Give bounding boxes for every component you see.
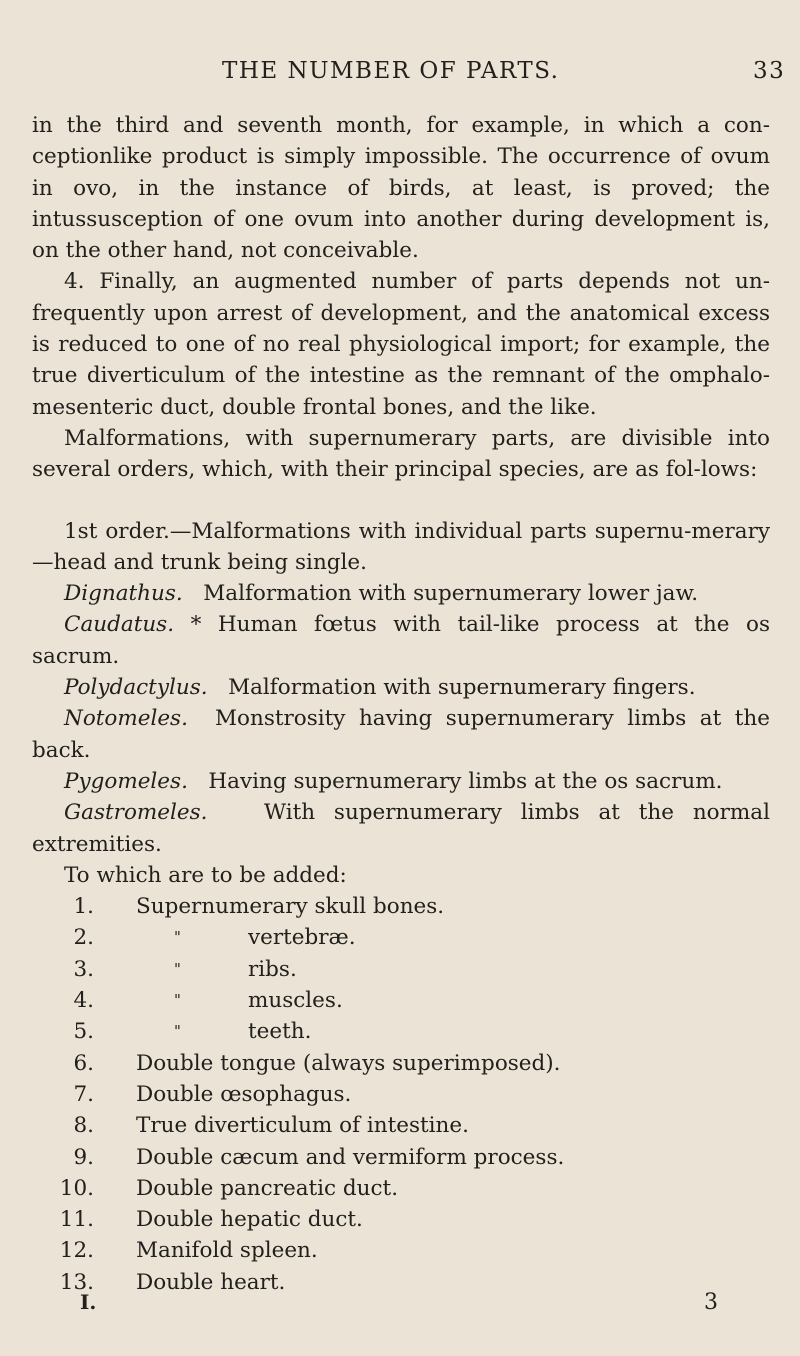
signature-number: 3: [704, 1290, 718, 1315]
paragraph-1: in the third and seventh month, for example, in which a con-ceptionlike product is simply impossible. The occurrence of ovum in ovo, in the instance of birds, at least, is proved; the intussusception of one ovum into another during development is, on the other hand, not conceivable.: [32, 113, 770, 264]
numbered-list: [32, 891, 770, 1298]
list-number: 13.: [59, 1269, 94, 1295]
species-entry: [32, 672, 770, 703]
list-text: Double hepatic duct.: [136, 1207, 363, 1233]
list-number: 8.: [73, 1113, 94, 1139]
species-desc: Malformation with supernumerary fingers.: [228, 675, 696, 701]
list-item: [32, 1048, 770, 1079]
list-text: vertebræ.: [248, 925, 356, 951]
species-term: Gastromeles.: [64, 800, 208, 826]
list-number: 9.: [73, 1144, 94, 1170]
ditto-mark: ": [174, 959, 181, 978]
list-text: Double pancreatic duct.: [136, 1175, 399, 1201]
list-number: 5.: [73, 1019, 94, 1045]
ditto-mark: ": [174, 928, 181, 947]
list-number: 4.: [73, 988, 94, 1014]
paragraph-order: 1st order.—Malformations with individual parts supernu-merary—head and trunk being single.: [32, 518, 770, 575]
list-item: [32, 954, 770, 985]
list-number: 11.: [59, 1207, 94, 1233]
species-desc: Malformation with supernumerary lower jaw.: [203, 581, 699, 607]
list-item: [32, 1079, 770, 1110]
list-number: 10.: [59, 1175, 94, 1201]
list-item: [32, 891, 770, 922]
signature-mark: I.: [80, 1290, 97, 1314]
species-term: Notomeles.: [64, 706, 188, 732]
list-text: Double tongue (always superimposed).: [136, 1050, 561, 1076]
list-number: 6.: [73, 1050, 94, 1076]
page-number: 33: [753, 58, 786, 84]
species-entry: [32, 578, 770, 609]
species-desc: Monstrosity having supernumerary limbs at the back.: [32, 706, 770, 763]
species-term: Pygomeles.: [64, 768, 188, 794]
list-text: Double heart.: [136, 1269, 286, 1295]
list-text: Double cæcum and vermiform process.: [136, 1144, 565, 1170]
list-item: [32, 1267, 770, 1298]
list-text: Supernumerary skull bones.: [136, 894, 445, 920]
species-term: Dignathus.: [64, 581, 183, 607]
ditto-mark: ": [174, 991, 181, 1010]
species-entry: [32, 703, 770, 766]
footnote-mark: *: [190, 612, 202, 638]
list-item: [32, 1016, 770, 1047]
list-text: Double œsophagus.: [136, 1081, 352, 1107]
species-term: Caudatus.: [64, 612, 175, 638]
list-item: [32, 1142, 770, 1173]
list-text: Manifold spleen.: [136, 1238, 318, 1264]
paragraph-3: Malformations, with supernumerary parts, are divisible into several orders, which, with their principal species, are as fol-lows:: [32, 425, 770, 483]
species-entry: [32, 609, 770, 672]
list-item: [32, 1173, 770, 1204]
species-term: Polydactylus.: [64, 675, 208, 701]
list-item: [32, 1235, 770, 1266]
list-number: 12.: [59, 1238, 94, 1264]
list-text: muscles.: [248, 988, 343, 1014]
species-entry: [32, 766, 770, 797]
list-item: [32, 1110, 770, 1141]
page-body: [32, 110, 770, 1298]
paragraph-2: 4. Finally, an augmented number of parts depends not un-frequently upon arrest of development, and the anatomical excess is reduced to one of no real physiological import; for example, the true diverticulum of the intestine as the remnant of the omphalo-mesenteric duct, double frontal bones, and the like.: [32, 269, 770, 420]
species-entry: [32, 797, 770, 860]
list-number: 1.: [73, 894, 94, 920]
list-text: True diverticulum of intestine.: [136, 1113, 469, 1139]
list-number: 3.: [73, 956, 94, 982]
running-header: [0, 50, 800, 90]
species-desc: Having supernumerary limbs at the os sacrum.: [208, 768, 723, 794]
list-item: [32, 985, 770, 1016]
running-title: THE NUMBER OF PARTS.: [222, 58, 560, 84]
species-desc: With supernumerary limbs at the normal extremities.: [32, 800, 770, 857]
species-desc: Human fœtus with tail-like process at the os sacrum.: [32, 612, 770, 669]
ditto-mark: ": [174, 1022, 181, 1041]
list-intro: To which are to be added:: [64, 862, 347, 888]
list-text: ribs.: [248, 956, 297, 982]
list-item: [32, 922, 770, 953]
list-number: 7.: [73, 1081, 94, 1107]
list-number: 2.: [73, 925, 94, 951]
species-list: [32, 578, 770, 860]
list-item: [32, 1204, 770, 1235]
list-text: teeth.: [248, 1019, 312, 1045]
